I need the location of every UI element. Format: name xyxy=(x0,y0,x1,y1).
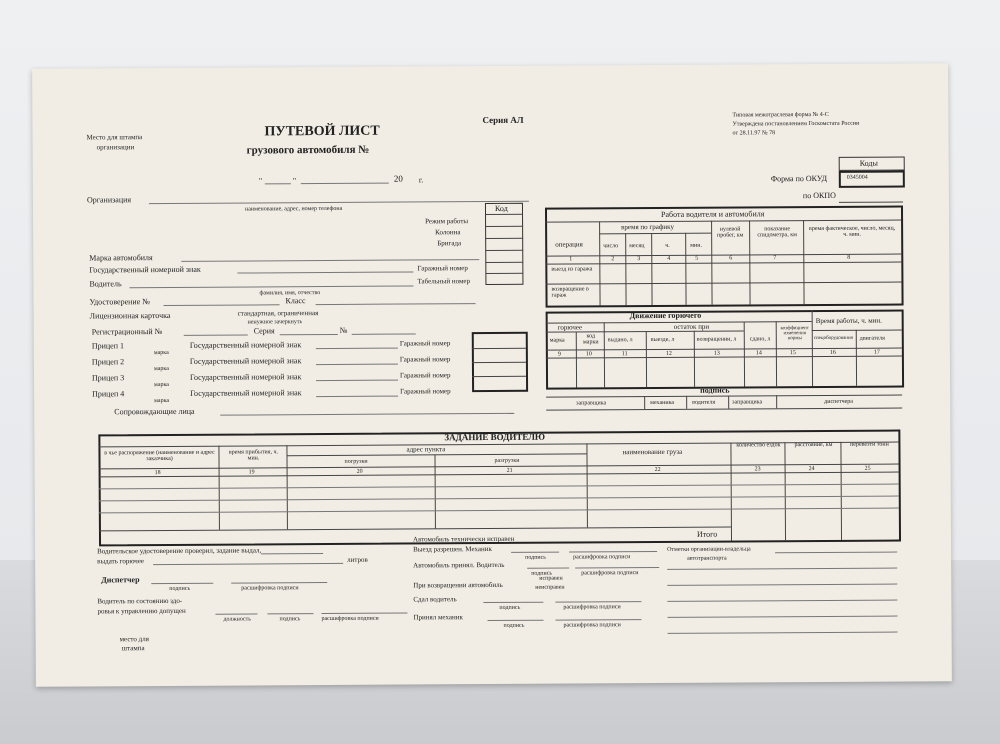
task-c24: 24 xyxy=(808,466,815,473)
gos-znak-label: Государственный номерной знак xyxy=(89,264,201,275)
work-time-fact: время фактическое, число, месяц, ч. мин. xyxy=(808,225,896,238)
bottom-r2-decode-line xyxy=(569,551,657,553)
sign-driver: водителя xyxy=(692,399,716,406)
work-c1: 1 xyxy=(569,256,573,263)
bottom-disp-sign-line xyxy=(151,583,213,584)
sign-mechanic: механика xyxy=(650,399,675,407)
okud-label: Форма по ОКУД xyxy=(770,173,828,184)
waybill-form xyxy=(32,63,952,687)
work-zero-run: нулевой пробег, км xyxy=(716,226,744,239)
bottom-place2: штампа xyxy=(121,644,145,653)
bottom-r5-decode-line xyxy=(555,601,641,603)
task-col2: время прибытия, ч. мин. xyxy=(228,449,279,462)
work-c2: 2 xyxy=(611,256,615,263)
date-quote-close: " xyxy=(292,176,297,186)
driver-hint: фамилия, имя, отчество xyxy=(259,290,321,297)
work-c3: 3 xyxy=(637,256,641,263)
bottom-l2: выдать горючее xyxy=(97,557,145,566)
fuel-c11: 11 xyxy=(621,351,628,358)
date-year-suffix: г. xyxy=(418,175,424,185)
reg-num-label: № xyxy=(339,325,348,335)
fuel-rest: остаток при xyxy=(673,322,710,331)
fuel-c9: 9 xyxy=(557,351,561,358)
trailer4-line xyxy=(316,396,398,398)
sign-line1 xyxy=(546,394,902,397)
trailer3-line xyxy=(316,380,398,382)
car-brand-line xyxy=(181,259,479,262)
bottom-r4-bad: неисправен xyxy=(535,584,565,591)
fuel-c13: 13 xyxy=(713,350,720,357)
date-year: 20 xyxy=(393,173,403,184)
trailer2-gos: Государственный номерной знак xyxy=(189,356,302,366)
bottom-marks2: автотранспорта xyxy=(687,555,727,562)
date-month-line xyxy=(301,183,389,185)
bottom-litres: литров xyxy=(347,555,368,564)
task-title: ЗАДАНИЕ ВОДИТЕЛЮ xyxy=(444,431,546,443)
trailer3-garage: Гаражный номер xyxy=(399,371,451,380)
task-c23: 23 xyxy=(754,466,761,473)
task-distance: расстояние, км xyxy=(794,441,833,449)
fuel-signatures: подпись xyxy=(700,385,730,395)
form-title: ПУТЕВОЙ ЛИСТ xyxy=(264,123,380,140)
date-day-line xyxy=(265,183,291,184)
companions-label: Сопровождающие лица xyxy=(114,406,195,417)
work-operation: операция xyxy=(555,240,583,249)
mode-label: Режим работы xyxy=(425,217,469,226)
fuel-c14: 14 xyxy=(755,350,762,357)
fuel-c17: 17 xyxy=(873,349,880,356)
bottom-r6-decode-line xyxy=(555,619,641,621)
task-trips: количество ездок xyxy=(736,442,781,449)
work-exit: выезд из гаража xyxy=(551,266,593,273)
fuel-brand: марка xyxy=(549,337,565,344)
lic-options: стандартная, ограниченная xyxy=(237,309,319,318)
task-address: адрес пункта xyxy=(406,445,446,454)
fuel-return: возвращении, л xyxy=(696,336,737,343)
fuel-handed: сдано, л xyxy=(749,336,771,343)
trailer4-gos: Государственный номерной знак xyxy=(190,388,302,398)
bottom-disp-decode-line xyxy=(231,582,327,584)
marks-line6 xyxy=(668,632,898,634)
task-total: Итого xyxy=(696,529,718,539)
bottom-l1: Водительское удостоверение проверил, задание выдал, xyxy=(97,546,262,556)
okpo-label: по ОКПО xyxy=(802,190,836,201)
sign-vl3 xyxy=(728,396,729,409)
date-quote-open: " xyxy=(258,176,263,186)
reg-num-line xyxy=(352,333,416,334)
trailer2-marka: марка xyxy=(153,365,169,373)
lic-card-label: Лицензионная карточка xyxy=(89,310,171,321)
sign-refueler: заправщика xyxy=(732,399,763,406)
trailer2-garage: Гаражный номер xyxy=(399,355,451,364)
class-label: Класс xyxy=(285,296,306,306)
work-odo: показание спидометра, км xyxy=(757,226,797,239)
tab-no-label: Табельный номер xyxy=(417,277,471,286)
work-c8: 8 xyxy=(847,254,851,261)
sign-vl2 xyxy=(686,396,687,409)
trailer4-garage: Гаражный номер xyxy=(400,387,451,396)
brigade-label: Бригада xyxy=(437,239,462,248)
stamp-place-label: Место для штампа xyxy=(86,133,143,142)
lic-hint: ненужное зачеркнуть xyxy=(247,319,303,326)
bottom-r5-sign: подпись xyxy=(499,604,521,611)
fuel-fuel: горючее xyxy=(557,323,583,332)
work-time-sched: время по графику xyxy=(621,222,674,232)
bottom-r5-sign-line xyxy=(483,602,543,603)
fuel-title: Движение горючего xyxy=(629,310,702,321)
bottom-r2-decode: расшифровка подписи xyxy=(573,554,631,561)
task-cargo: наименование груза xyxy=(622,447,683,457)
task-c25: 25 xyxy=(864,465,871,472)
bottom-r3-decode: расшифровка подписи xyxy=(581,570,639,577)
garage-no-label: Гаражный номер xyxy=(417,264,468,273)
task-c20: 20 xyxy=(356,468,363,475)
task-c22: 22 xyxy=(654,466,661,474)
bottom-l1-line xyxy=(261,553,323,554)
work-month: месяц xyxy=(629,243,645,250)
bottom-pos-line xyxy=(215,613,257,614)
org-line xyxy=(149,201,529,204)
org-label: Организация xyxy=(86,195,132,205)
bottom-r2-sign: подпись xyxy=(525,554,547,561)
sign-line2 xyxy=(546,407,902,410)
trailer1-garage: Гаражный номер xyxy=(399,339,451,348)
fuel-exit: выезде, л xyxy=(650,336,675,344)
bottom-l2-line xyxy=(153,563,343,565)
bottom-disp-sign: подпись xyxy=(169,585,191,592)
work-num: число xyxy=(603,243,619,250)
form-type-line2: Утверждена постановлением Госкомстата России xyxy=(732,120,860,128)
task-c18: 18 xyxy=(154,470,161,477)
work-c6: 6 xyxy=(729,255,733,262)
marks-line2 xyxy=(667,568,897,570)
stamp-org-label: организации xyxy=(96,143,135,152)
bottom-r5-decode: расшифровка подписи xyxy=(563,604,621,611)
license-label: Удостоверение № xyxy=(89,297,150,307)
fuel-c12: 12 xyxy=(665,350,672,357)
bottom-disp-decode: расшифровка подписи xyxy=(241,585,299,592)
car-brand-label: Марка автомобиля xyxy=(89,253,153,263)
marks-line3 xyxy=(667,584,897,586)
bottom-r6-decode: расшифровка подписи xyxy=(563,622,621,629)
trailer3-gos: Государственный номерной знак xyxy=(189,372,302,382)
companions-line xyxy=(220,413,514,416)
bottom-r2: Выезд разрешен. Механик xyxy=(413,545,492,554)
fuel-engine: двигателя xyxy=(859,335,885,342)
reg-line xyxy=(184,334,248,335)
bottom-l4: ровья к управлению допущен xyxy=(97,606,186,616)
bottom-pos: должность xyxy=(223,616,252,623)
trailer3-marka: марка xyxy=(154,381,169,389)
work-c4: 4 xyxy=(667,255,671,262)
bottom-r3-sign: подпись xyxy=(531,570,553,577)
bottom-r6-sign-line xyxy=(487,620,543,621)
gos-znak-line xyxy=(237,271,413,273)
bottom-sign2-line xyxy=(267,613,313,614)
work-c5: 5 xyxy=(695,255,699,262)
work-c7: 7 xyxy=(773,255,777,262)
trailer1-marka: марка xyxy=(153,349,169,357)
fuel-c10: 10 xyxy=(585,351,592,358)
trailer1-line xyxy=(316,348,398,350)
fuel-issued: выдано, л xyxy=(607,337,633,344)
trailer1-gos: Государственный номерной знак xyxy=(189,340,302,350)
reg-series-line xyxy=(280,334,338,335)
column-label: Колонна xyxy=(435,228,461,237)
bottom-r4-ok: исправен xyxy=(539,575,563,582)
form-type-line1: Типовая межотраслевая форма № 4-С xyxy=(732,111,829,119)
class-line xyxy=(316,303,476,305)
org-hint: наименование, адрес, номер телефона xyxy=(244,205,343,213)
okpo-line xyxy=(839,201,903,202)
task-col1: в чье распоряжение (наименование и адрес заказчика) xyxy=(104,449,215,463)
okud-value: 0345004 xyxy=(846,174,868,181)
trailer4-label: Прицеп 4 xyxy=(92,389,125,399)
fuel-code: код марки xyxy=(583,333,599,346)
bottom-r5: Сдал водитель xyxy=(413,595,457,604)
bottom-r6-sign: подпись xyxy=(503,622,525,629)
bottom-marks: Отметки организации-владельца xyxy=(667,546,751,553)
form-type-line3: от 28.11.97 № 78 xyxy=(732,130,776,137)
work-return: возвращение в гараж xyxy=(551,286,589,299)
work-min: мин. xyxy=(690,242,702,249)
bottom-r1: Автомобиль технически исправен xyxy=(412,534,515,544)
marks-line1 xyxy=(775,552,897,554)
work-title: Работа водителя и автомобиля xyxy=(660,209,765,219)
bottom-disp: Диспетчер xyxy=(101,575,140,585)
bottom-sign2: подпись xyxy=(279,616,301,623)
bottom-l3: Водитель по состоянию здо- xyxy=(97,596,183,606)
task-load: погрузки xyxy=(344,458,368,465)
sign-vl4 xyxy=(776,395,777,408)
bottom-r6: Принял механик xyxy=(413,613,463,622)
trailer2-line xyxy=(316,364,398,366)
bottom-decode2: расшифровка подписи xyxy=(321,615,379,623)
trailer4-marka: марка xyxy=(154,397,170,405)
task-tons: перевезти тонн xyxy=(850,441,889,448)
driver-line xyxy=(129,285,413,288)
task-c19: 19 xyxy=(248,469,255,476)
fuel-c16: 16 xyxy=(829,349,836,356)
form-subtitle: грузового автомобиля № xyxy=(246,143,370,157)
task-c21: 21 xyxy=(506,467,513,474)
sign-dispatcher: диспетчера xyxy=(824,398,853,405)
fuel-c15: 15 xyxy=(789,350,796,357)
code-label: Код xyxy=(494,203,508,213)
reg-series-label: Серия xyxy=(253,326,275,336)
trailer1-label: Прицеп 1 xyxy=(91,341,125,351)
work-hour: ч. xyxy=(665,242,670,249)
trailer3-label: Прицеп 3 xyxy=(91,373,125,383)
fuel-work-time: Время работы, ч. мин. xyxy=(815,316,882,326)
driver-label: Водитель xyxy=(89,279,122,289)
task-unload: разгрузки xyxy=(494,457,520,464)
bottom-r3-sign-line xyxy=(527,568,569,569)
bottom-r4: При возвращении автомобиль xyxy=(413,580,503,590)
series-label: Серия АЛ xyxy=(482,114,524,126)
sign-dispatcher1: заправщика xyxy=(576,400,607,407)
bottom-r3-decode-line xyxy=(575,567,659,569)
trailer2-label: Прицеп 2 xyxy=(91,357,125,367)
reg-label: Регистрационный № xyxy=(91,327,163,337)
marks-line4 xyxy=(667,600,897,602)
fuel-special: спецоборудования xyxy=(813,335,853,342)
bottom-r2-sign-line xyxy=(511,552,559,553)
marks-line5 xyxy=(667,616,897,618)
license-line xyxy=(164,304,280,306)
codes-label: Коды xyxy=(859,158,878,168)
bottom-place1: место для xyxy=(119,635,149,644)
sign-vl1 xyxy=(644,396,645,409)
fuel-coef: коэффициент изменения нормы xyxy=(780,326,809,342)
bottom-r3: Автомобиль принял. Водитель xyxy=(413,560,505,570)
bottom-decode2-line xyxy=(321,613,407,615)
